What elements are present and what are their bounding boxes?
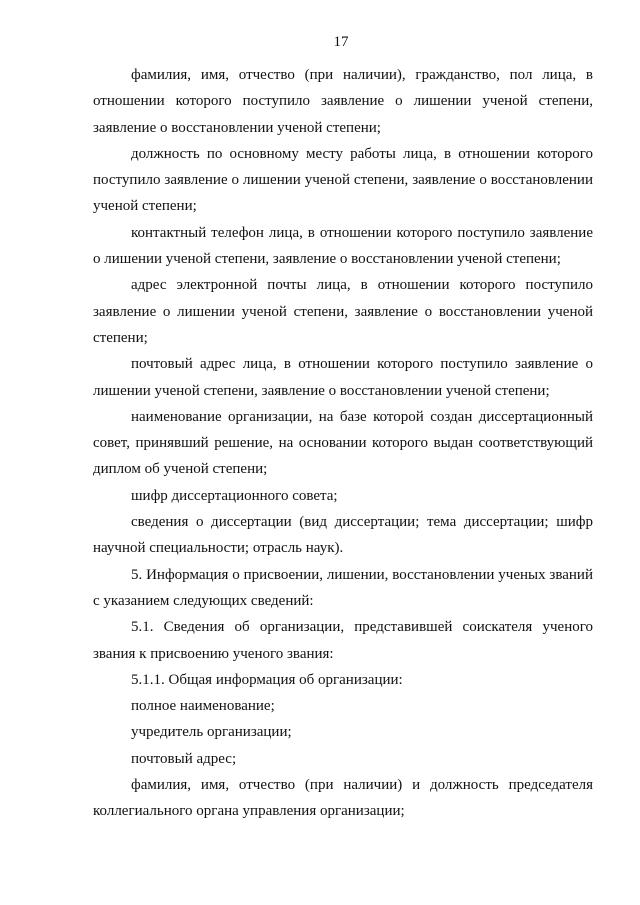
page-number: 17 (333, 34, 349, 50)
paragraph-position: должность по основному месту работы лица, в отношении которого поступило заявление о лишении ученой степени, заявление о восстановлении ученой степени; (93, 145, 593, 215)
paragraph-dissertation-info: сведения о диссертации (вид диссертации; тема диссертации; шифр научной специальности; отрасль наук). (93, 514, 593, 557)
paragraph-full-title: полное наименование; (131, 698, 275, 715)
paragraph-postal-address: почтовый адрес лица, в отношении которого поступило заявление о лишении ученой степени, заявление о восстановлении ученой степени; (93, 356, 593, 399)
paragraph-phone: контактный телефон лица, в отношении которого поступило заявление о лишении ученой степени, заявление о восстановлении ученой степени; (93, 224, 593, 268)
paragraph-founder: учредитель организации; (131, 724, 292, 741)
paragraph-organization-name: наименование организации, на базе которой создан диссертационный совет, принявший решение, на основании которого выдан соответствующий диплом об ученой степени; (93, 408, 593, 478)
paragraph-email: адрес электронной почты лица, в отношении которого поступило заявление о лишении ученой степени, заявление о восстановлении ученой степени; (93, 277, 593, 346)
paragraph-chairman: фамилия, имя, отчество (при наличии) и должность председателя коллегиального органа управления организации; (93, 777, 593, 820)
paragraph-section-5-1: 5.1. Сведения об организации, представившей соискателя ученого звания к присвоению ученого звания: (93, 619, 593, 662)
paragraph-section-5-1-1: 5.1.1. Общая информация об организации: (131, 671, 403, 688)
paragraph-full-name: фамилия, имя, отчество (при наличии), гражданство, пол лица, в отношении которого поступило заявление о лишении ученой степени, заявление о восстановлении ученой степени; (93, 67, 593, 136)
paragraph-org-postal-address: почтовый адрес; (131, 750, 237, 767)
paragraph-section-5: 5. Информация о присвоении, лишении, восстановлении ученых званий с указанием следующих сведений: (93, 566, 593, 609)
paragraph-council-code: шифр диссертационного совета; (131, 487, 338, 504)
document-body (93, 62, 593, 825)
